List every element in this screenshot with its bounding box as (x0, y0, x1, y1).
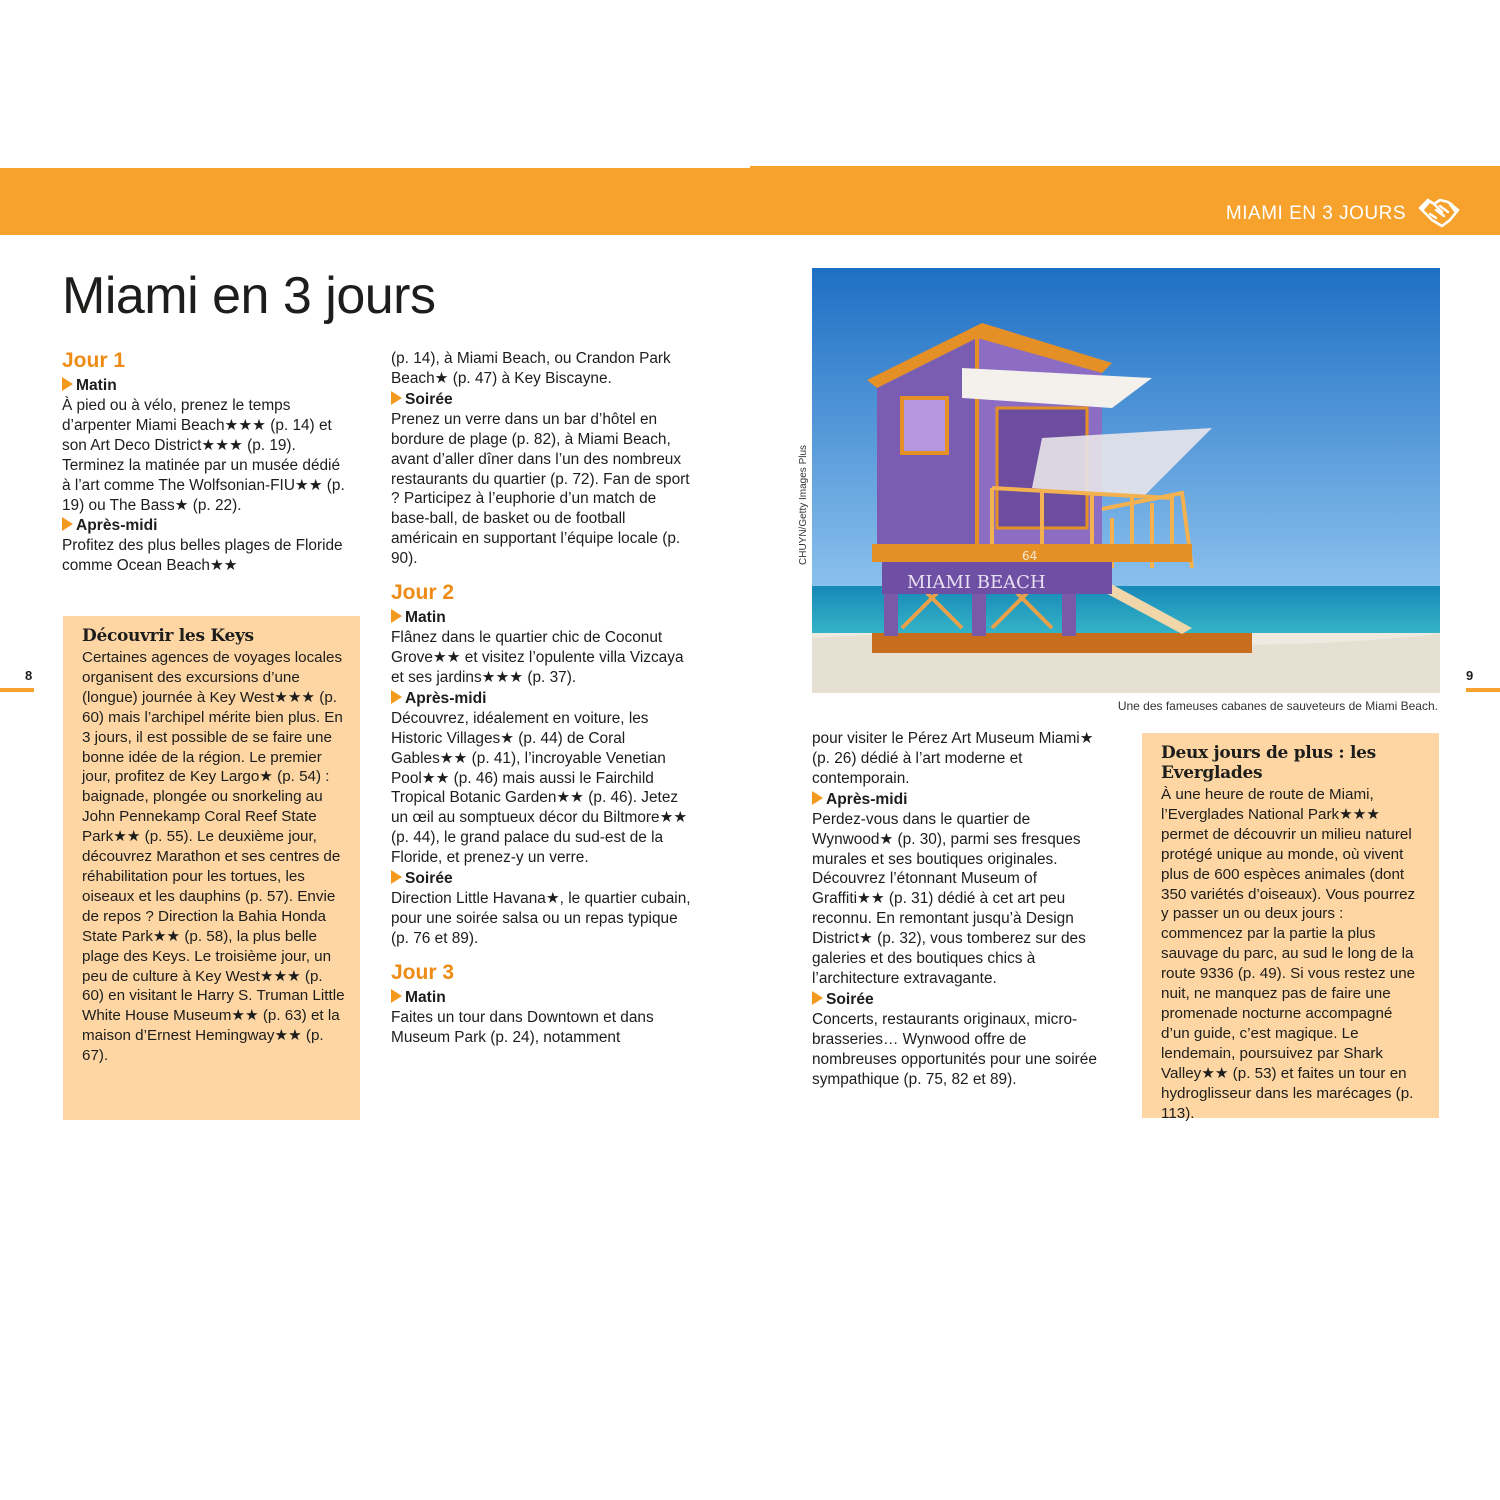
day-heading: Jour 1 (62, 349, 126, 372)
triangle-icon (391, 391, 402, 405)
left-column (62, 347, 352, 576)
handshake-icon (1418, 194, 1460, 230)
triangle-icon (62, 377, 73, 391)
box-text: Certaines agences de voyages locales organisent des excursions d’une (longue) journée à Key West★★★ (p. 60) mais l’archipel mérite bien plus. En 3 jours, il est possible de se faire une bonne idée de la région. Le premier jour, profitez de Key Largo★ (p. 54) : baignade, plongée ou snorkeling au John Pennekamp Coral Reef State Park★★ (p. 55). Le deuxième jour, découvrez Marathon et ses centres de réhabilitation pour les tortues, les oiseaux et les dauphins (p. 57). Envie de repos ? Direction la Bahia Honda State Park★★ (p. 58), la plus belle plage des Keys. Le troisième jour, un peu de culture à Key West★★★ (p. 60) en visitant le Harry S. Truman Little White House Museum★★ (p. 63) et la maison d’Ernest Hemingway★★ (p. 67). (82, 649, 345, 1065)
tower-sign: MIAMI BEACH (907, 572, 1046, 593)
paragraph: Prenez un verre dans un bar d’hôtel en bordure de plage (p. 82), à Miami Beach, avant d’aller dîner dans l’un des nombreux restaurants du quartier (p. 72). Fan de sport ? Participez à l’euphorie d’un match de base-ball, de basket ou de football américain en supportant l’équipe locale (p. 90). (391, 410, 690, 568)
period-heading: Après-midi (62, 515, 352, 536)
paragraph: Découvrez, idéalement en voiture, les Historic Villages★ (p. 44) de Coral Gables★★ (p. 41), l’incroyable Venetian Pool★★ (p. 46) mais aussi le Fairchild Tropical Botanic Garden★★ (p. 46). Jetez un œil au somptueux décor du Biltmore★★ (p. 44), le grand palace du sud-est de la Floride, et prenez-y un verre. (391, 709, 688, 867)
right-column (812, 729, 1112, 1090)
tower-number: 64 (1022, 549, 1038, 563)
paragraph: À pied ou à vélo, prenez le temps d’arpenter Miami Beach★★★ (p. 14) et son Art Deco District★★★ (p. 19). Terminez la matinée par un musée dédié à l’art comme The Wolfsonian-FIU★★ (p. 19) ou The Bass★ (p. 22). (62, 397, 345, 514)
page-number-left: 8 (25, 668, 33, 683)
triangle-icon (812, 991, 823, 1005)
box-text: À une heure de route de Miami, l’Everglades National Park★★★ permet de découvrir un milieu naturel protégé unique au monde, où vivent plus de 600 espèces animales (dont 350 variétés d’oiseaux). Vous pourrez y passer un ou deux jours : commencez par la partie la plus sauvage du parc, au sud le long de la route 9336 (p. 49). Si vous restez une nuit, ne manquez pas de faire une promenade nocturne accompagné d’un guide, c’est magique. Le lendemain, poursuivez par Shark Valley★★ (p. 53) et faites un tour en hydroglisseur dans les marécages (p. 113). (1161, 786, 1416, 1122)
period-heading: Soirée (812, 989, 1112, 1010)
paragraph: Direction Little Havana★, le quartier cubain, pour une soirée salsa ou un repas typique (p. 76 et 89). (391, 890, 691, 947)
photo-credit: CHUYN/Getty Images Plus (798, 444, 809, 565)
triangle-icon (62, 517, 73, 531)
period-heading: Soirée (391, 389, 691, 410)
day-heading: Jour 3 (391, 960, 455, 984)
running-head: MIAMI EN 3 JOURS (1225, 203, 1406, 224)
triangle-icon (812, 791, 823, 805)
everglades-sidebar-box (1142, 733, 1439, 1122)
box-title: Découvrir les Keys (82, 626, 254, 646)
paragraph: Flânez dans le quartier chic de Coconut Grove★★ et visitez l’opulente villa Vizcaya et ses jardins★★★ (p. 37). (391, 629, 684, 686)
period-heading: Matin (62, 375, 352, 396)
period-heading: Après-midi (391, 688, 691, 709)
paragraph: pour visiter le Pérez Art Museum Miami★ (p. 26) dédié à l’art moderne et contemporain. (812, 730, 1094, 787)
page-number-right: 9 (1466, 668, 1474, 683)
middle-column (391, 349, 691, 1048)
photo-caption: Une des fameuses cabanes de sauveteurs de Miami Beach. (1117, 699, 1438, 713)
lifeguard-tower-photo (812, 268, 1440, 693)
period-heading: Matin (391, 987, 691, 1008)
triangle-icon (391, 690, 402, 704)
paragraph: Faites un tour dans Downtown et dans Museum Park (p. 24), notamment (391, 1008, 654, 1046)
keys-sidebar-box (63, 616, 360, 1120)
period-heading: Après-midi (812, 789, 1112, 810)
period-heading: Soirée (391, 868, 691, 889)
folio-mark-left (0, 688, 34, 692)
triangle-icon (391, 989, 402, 1003)
page-title: Miami en 3 jours (62, 267, 436, 325)
day-heading: Jour 2 (391, 581, 455, 605)
triangle-icon (391, 609, 402, 623)
paragraph: Perdez-vous dans le quartier de Wynwood★ (p. 30), parmi ses fresques murales et ses boutiques originales. Découvrez l’étonnant Museum of Graffiti★★ (p. 31) dédié à cet art peu reconnu. En remontant jusqu’à Design District★ (p. 32), vous tomberez sur des galeries et des boutiques chics à l’architecture extravagante. (812, 810, 1086, 987)
paragraph: (p. 14), à Miami Beach, ou Crandon Park Beach★ (p. 47) à Key Biscayne. (391, 350, 671, 387)
folio-mark-right (1466, 688, 1500, 692)
period-heading: Matin (391, 607, 691, 628)
paragraph: Profitez des plus belles plages de Floride comme Ocean Beach★★ (62, 537, 343, 575)
box-title: Deux jours de plus : les Everglades (1161, 743, 1376, 783)
header-band-left (0, 168, 750, 235)
triangle-icon (391, 870, 402, 884)
paragraph: Concerts, restaurants originaux, micro-brasseries… Wynwood offre de nombreuses opportunités pour une soirée sympathique (p. 75, 82 et 89). (812, 1010, 1097, 1088)
